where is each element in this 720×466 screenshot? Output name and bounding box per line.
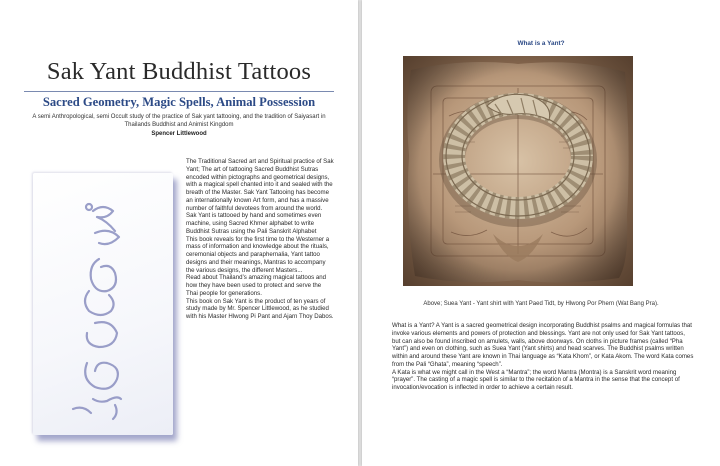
book-title: Sak Yant Buddhist Tattoos [46, 58, 312, 85]
title-divider [24, 91, 334, 92]
photo-caption: Above; Suea Yant - Yant shirt with Yant Paed Tidt, by Hlwong Por Phern (Wat Bang Pra). [423, 301, 659, 307]
description-paragraph: A Kata is what we might call in the West a “Mantra”; the word Mantra (Montra) is a Sanskrit word meaning “prayer”. The casting of a magic spell is similar to the recitation of a Mantra in the sense that the concept of invocation/evocation is inflected in order to achieve a certain result. [392, 368, 680, 391]
description-paragraph: Sak Yant is tattooed by hand and sometimes even machine, using Sacred Khmer alphabet to write Buddhist Sutras using the Pali Sanskrit Alphabet [186, 212, 322, 235]
book-subtitle: Sacred Geometry, Magic Spells, Animal Possession [42, 95, 316, 109]
suea-yant-shirt-photo [403, 56, 633, 286]
book-description [186, 158, 334, 321]
left-page [0, 0, 358, 466]
description-paragraph: This book on Sak Yant is the product of ten years of study made by Mr. Spencer Littlewood, as he studied with his Master Hlwong Pi Pant and Ajarn Thoy Dabos. [186, 297, 334, 320]
yant-description [392, 322, 694, 392]
section-title: What is a Yant? [517, 40, 565, 47]
description-paragraph: Read about Thailand’s amazing magical tattoos and how they have been used to protect and serve the Thai people for generations. [186, 274, 327, 297]
author-name: Spencer Littlewood [151, 131, 207, 137]
description-paragraph: What is a Yant? A Yant is a sacred geometrical design incorporating Buddhist psalms and magical formulas that invoke various elements and powers of protection and blessings. Yant are not only used for Sak Yant tattoos, but can also be found inscribed on amulets, walls, above doorways. On cloths in picture frames (called “Pha Yant”) and even on clothing, such as Suea Yant (Yant shirts) and head scarves. The Buddhist psalms written within and around these Yant are known in Thai language as “Kata Khom”, or Kata Akom. The word Kata comes from the Pali “Ghata”, meaning “speech”. [392, 322, 694, 368]
description-paragraph: This book reveals for the first time to the Westerner a mass of information and knowledge about the rituals, ceremonial objects and paraphernalia, Yant tattoo designs and their meanings, Mantras to accompany the various designs, the different Masters... [186, 235, 330, 274]
description-paragraph: The Traditional Sacred art and Spiritual practice of Sak Yant; The art of tattooing Sacred Buddhist Sutras encoded within pictographs and geometrical designs, with a magical spell chanted into it and sealed with the breath of the Master. Sak Yant Tattooing has become an internationally known Art form, and has a massive number of faithful devotees from around the world. [186, 158, 334, 212]
yant-script-panel [33, 173, 173, 435]
book-blurb: A semi Anthropological, semi Occult study of the practice of Sak yant tattooing, and the tradition of Saiyasart in Thailands Buddhist and Animist Kingdom [32, 114, 326, 128]
right-page [362, 0, 720, 466]
khmer-yant-script-icon [33, 173, 173, 435]
